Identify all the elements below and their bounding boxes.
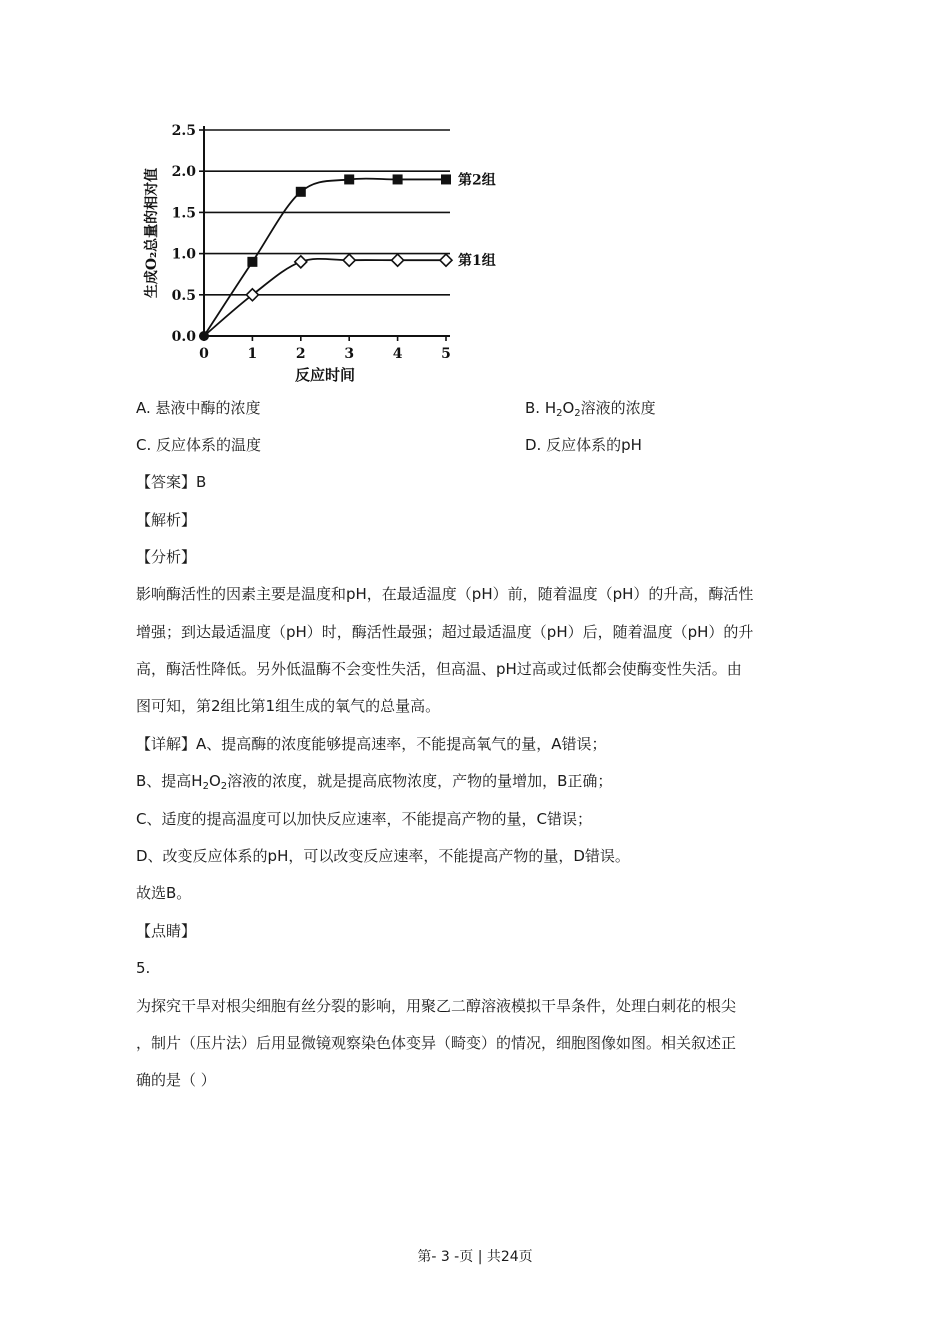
x-tick-label: 3: [344, 346, 355, 362]
data-point-square: [344, 174, 354, 184]
option-d[interactable]: D. 反应体系的pH: [525, 436, 642, 454]
option-b[interactable]: B. $H_2O_2$溶液的浓度: [525, 399, 656, 419]
detail-b: B、提高$H_2O_2$溶液的浓度，就是提高底物浓度，产物的量增加，B正确；: [136, 772, 613, 792]
data-point-diamond: [392, 254, 404, 266]
option-a[interactable]: A. 悬液中酶的浓度: [136, 399, 261, 417]
series-line: [204, 179, 446, 336]
fenxi-line-4: 图可知，第2组比第1组生成的氧气的总量高。: [136, 697, 441, 715]
fenxi-heading: 【分析】: [136, 548, 197, 566]
y-tick-label: 2.0: [171, 164, 196, 181]
detail-c: C、适度的提高温度可以加快反应速率，不能提高产物的量，C错误；: [136, 810, 592, 828]
data-point-diamond: [343, 254, 355, 266]
dianjing-heading: 【点睛】: [136, 922, 197, 940]
question-line-1: 为探究干旱对根尖细胞有丝分裂的影响，用聚乙二醇溶液模拟干旱条件，处理白刺花的根尖: [136, 997, 737, 1015]
y-tick-label: 1.0: [171, 246, 196, 263]
fenxi-line-2: 增强；到达最适温度（pH）时，酶活性最强；超过最适温度（pH）后，随着温度（pH）的升: [136, 623, 754, 641]
answer: 【答案】B: [136, 473, 207, 491]
fenxi-line-3: 高，酶活性降低。另外低温酶不会变性失活，但高温、pH过高或过低都会使酶变性失活。由: [136, 660, 742, 678]
series-label: 第2组: [458, 172, 496, 189]
data-point-square: [441, 174, 451, 184]
choose: 故选B。: [136, 884, 192, 902]
chart-svg: [130, 110, 530, 390]
y-tick-label: 0.5: [171, 287, 196, 304]
series-line: [204, 259, 446, 336]
option-c[interactable]: C. 反应体系的温度: [136, 436, 262, 454]
data-point-square: [393, 174, 403, 184]
x-tick-label: 4: [392, 346, 403, 362]
series-label: 第1组: [458, 253, 496, 270]
x-tick-label: 2: [295, 346, 306, 362]
y-tick-label: 1.5: [171, 205, 196, 222]
data-point-diamond: [295, 256, 307, 268]
data-point-diamond: [440, 254, 452, 266]
detail-d: D、改变反应体系的pH，可以改变反应速率，不能提高产物的量，D错误。: [136, 847, 630, 865]
x-tick-label: 0: [199, 346, 209, 362]
x-tick-label: 5: [441, 346, 451, 362]
x-axis-label: 反应时间: [294, 366, 356, 384]
y-tick-label: 0.0: [171, 329, 196, 345]
y-tick-label: 2.5: [171, 123, 196, 139]
data-point-square: [247, 257, 257, 267]
o2-chart: [130, 110, 530, 390]
question-line-3: 确的是（ ）: [136, 1071, 216, 1089]
question-line-2: ，制片（压片法）后用显微镜观察染色体变异（畸变）的情况，细胞图像如图。相关叙述正: [136, 1034, 737, 1052]
origin-point: [199, 331, 209, 341]
x-tick-label: 1: [247, 346, 258, 362]
data-point-square: [296, 187, 306, 197]
y-axis-label: 生成O₂总量的相对值: [144, 167, 160, 299]
detail-a: 【详解】A、提高酶的浓度能够提高速率，不能提高氧气的量，A错误；: [136, 735, 607, 753]
fenxi-line-1: 影响酶活性的因素主要是温度和pH，在最适温度（pH）前，随着温度（pH）的升高，酶活性: [136, 585, 754, 603]
question-number: 5.: [136, 959, 151, 977]
analysis-heading: 【解析】: [136, 511, 197, 529]
page-footer: 第- 3 -页 | 共24页: [417, 1249, 533, 1265]
